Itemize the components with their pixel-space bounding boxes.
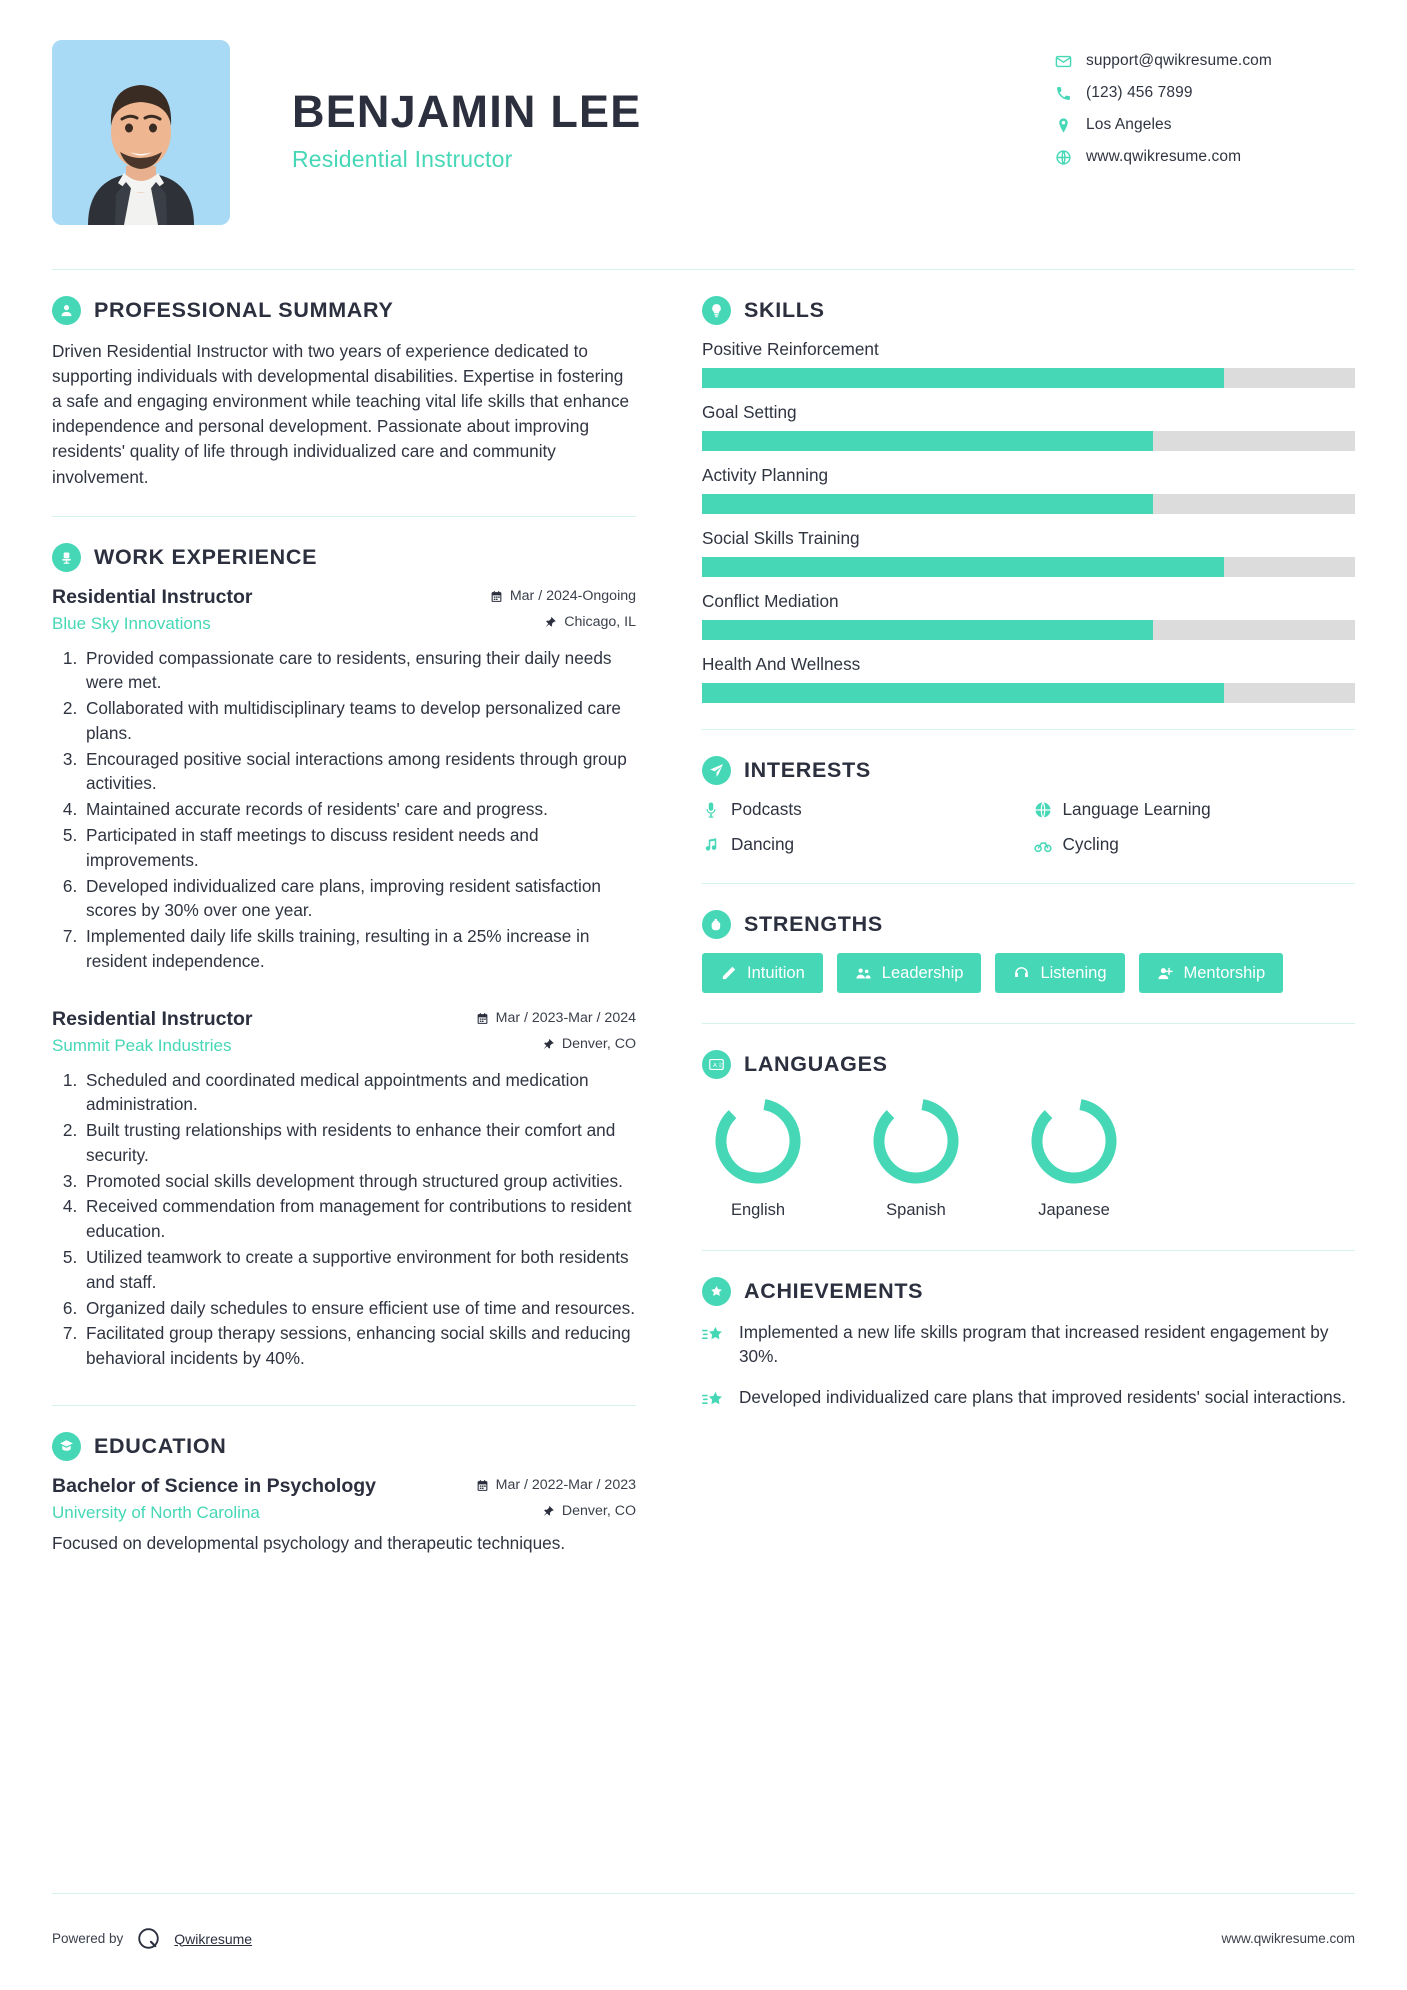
contact-website-value[interactable]: www.qwikresume.com	[1086, 148, 1242, 165]
calendar-icon	[490, 590, 503, 603]
section-title-summary: PROFESSIONAL SUMMARY	[94, 298, 394, 322]
users-icon	[855, 965, 872, 982]
user-plus-icon	[1157, 965, 1174, 982]
skill-bar-track	[702, 494, 1355, 514]
section-title-experience: WORK EXPERIENCE	[94, 544, 318, 569]
skill-bar-fill	[702, 431, 1153, 451]
section-title-education: EDUCATION	[94, 1433, 227, 1458]
skill-bar-fill	[702, 494, 1153, 514]
strength-badge	[1139, 953, 1284, 993]
section-rule	[702, 883, 1355, 884]
job-role-subtitle: Residential Instructor	[292, 146, 513, 173]
contact-phone[interactable]	[1055, 84, 1355, 102]
experience-entry	[52, 1008, 636, 1371]
skill-item	[702, 528, 1355, 577]
job-title: Residential Instructor	[52, 1007, 253, 1030]
interest-item	[1034, 834, 1356, 855]
interest-label: Dancing	[731, 834, 795, 854]
contact-list	[1055, 40, 1355, 166]
language-progress-ring	[868, 1093, 964, 1189]
job-bullet: 6. Developed individualized care plans, improving resident satisfaction scores by 30% over one year.	[82, 874, 636, 924]
contact-email-value: support@qwikresume.com	[1086, 52, 1272, 69]
skill-item	[702, 465, 1355, 514]
language-item	[1018, 1093, 1130, 1220]
job-location-value: Denver, CO	[561, 1036, 636, 1053]
page-title: BENJAMIN LEE	[292, 86, 642, 137]
phone-icon	[1055, 85, 1072, 102]
resume-header	[52, 0, 1355, 225]
section-header-achievements	[702, 1277, 1355, 1306]
achievements-list	[702, 1320, 1355, 1411]
strengths-list	[702, 953, 1355, 993]
interest-item	[702, 834, 1024, 855]
job-bullet: 3. Encouraged positive social interactions among residents through group activities.	[82, 747, 636, 797]
email-icon	[1055, 53, 1072, 70]
skills-list	[702, 339, 1355, 703]
headphones-icon	[1013, 965, 1030, 982]
job-bullet: 1. Provided compassionate care to residents, ensuring their daily needs were met.	[82, 646, 636, 696]
graduate-icon	[52, 1432, 81, 1461]
interests-list	[702, 799, 1355, 855]
interest-item	[1034, 799, 1356, 820]
job-company: Blue Sky Innovations	[52, 613, 211, 633]
pin-icon	[544, 616, 557, 629]
section-rule	[52, 516, 636, 517]
strength-badge	[702, 953, 823, 993]
section-title-languages: LANGUAGES	[744, 1052, 888, 1076]
left-column	[52, 270, 672, 1556]
strength-label: Listening	[1040, 963, 1107, 982]
achievement-text: Developed individualized care plans that improved residents' social interactions.	[739, 1386, 1347, 1407]
education-school: University of North Carolina	[52, 1502, 260, 1522]
strength-label: Leadership	[881, 963, 964, 982]
skill-bar-track	[702, 368, 1355, 388]
section-rule	[702, 1250, 1355, 1251]
interest-label: Language Learning	[1062, 799, 1211, 819]
job-bullet: 3. Promoted social skills development through structured group activities.	[82, 1169, 636, 1194]
job-bullet-list	[52, 646, 636, 974]
achievement-item	[702, 1385, 1355, 1411]
interest-label: Cycling	[1062, 834, 1119, 854]
contact-email[interactable]	[1055, 52, 1355, 70]
person-icon	[52, 296, 81, 325]
svg-text:A: A	[712, 1062, 717, 1069]
section-title-achievements: ACHIEVEMENTS	[744, 1279, 924, 1303]
education-location	[542, 1503, 636, 1519]
headshot-illustration	[52, 40, 230, 225]
job-date-value: Mar / 2023-Mar / 2024	[495, 1010, 636, 1027]
education-date-value: Mar / 2022-Mar / 2023	[495, 1477, 636, 1494]
resume-footer	[52, 1925, 1355, 1952]
qwikresume-brand-link[interactable]: Qwikresume	[174, 1930, 253, 1947]
name-block	[230, 40, 1055, 173]
section-rule	[702, 1023, 1355, 1024]
language-label: English	[730, 1201, 786, 1219]
shooting-star-icon	[702, 1323, 725, 1346]
education-entry	[52, 1475, 636, 1556]
section-title-strengths: STRENGTHS	[744, 912, 883, 936]
skill-item	[702, 654, 1355, 703]
skill-label: Conflict Mediation	[702, 591, 839, 611]
magic-wand-icon	[720, 965, 737, 982]
job-location-value: Chicago, IL	[564, 614, 636, 631]
achievement-item	[702, 1320, 1355, 1369]
job-title: Residential Instructor	[52, 585, 253, 608]
calendar-icon	[476, 1012, 489, 1025]
chair-icon	[52, 543, 81, 572]
job-bullet: 7. Implemented daily life skills training, resulting in a 25% increase in resident independence.	[82, 924, 636, 974]
bulb-icon	[702, 296, 731, 325]
section-rule	[52, 1405, 636, 1406]
strength-badge	[995, 953, 1124, 993]
job-bullet: 6. Organized daily schedules to ensure efficient use of time and resources.	[82, 1296, 636, 1321]
section-header-strengths	[702, 910, 1355, 939]
skill-item	[702, 591, 1355, 640]
skill-bar-track	[702, 557, 1355, 577]
language-item	[860, 1093, 972, 1220]
skill-label: Positive Reinforcement	[702, 339, 879, 359]
job-date	[476, 1010, 636, 1026]
skill-label: Health And Wellness	[702, 654, 861, 674]
section-title-interests: INTERESTS	[744, 758, 871, 782]
qwikresume-logo-icon	[135, 1925, 162, 1952]
job-date-value: Mar / 2024-Ongoing	[509, 588, 636, 605]
location-icon	[1055, 117, 1072, 134]
strength-label: Intuition	[747, 963, 805, 982]
skill-bar-fill	[702, 683, 1224, 703]
footer-website[interactable]: www.qwikresume.com	[1221, 1931, 1355, 1946]
skill-label: Social Skills Training	[702, 528, 860, 548]
languages-list	[702, 1093, 1355, 1220]
skill-label: Activity Planning	[702, 465, 829, 485]
skill-item	[702, 339, 1355, 388]
section-header-experience	[52, 543, 636, 572]
language-label: Japanese	[1038, 1201, 1110, 1219]
section-rule	[702, 729, 1355, 730]
contact-phone-value: (123) 456 7899	[1086, 84, 1193, 101]
paperplane-icon	[702, 756, 731, 785]
skill-bar-track	[702, 683, 1355, 703]
powered-by-label: Powered by	[52, 1931, 124, 1946]
interest-label: Podcasts	[731, 799, 802, 819]
skill-item	[702, 402, 1355, 451]
section-header-education	[52, 1432, 636, 1461]
job-bullet: 5. Utilized teamwork to create a supportive environment for both residents and staff.	[82, 1245, 636, 1295]
job-location	[544, 614, 636, 630]
job-bullet: 4. Maintained accurate records of residents' care and progress.	[82, 797, 636, 822]
pin-icon	[542, 1505, 555, 1518]
contact-location	[1055, 116, 1355, 134]
fist-icon	[702, 910, 731, 939]
language-item	[702, 1093, 814, 1220]
section-header-skills	[702, 296, 1355, 325]
education-description: Focused on developmental psychology and therapeutic techniques.	[52, 1532, 566, 1553]
skill-bar-track	[702, 431, 1355, 451]
shooting-star-icon	[702, 1388, 725, 1411]
footer-branding	[52, 1925, 252, 1952]
footer-divider	[52, 1893, 1355, 1894]
pin-icon	[542, 1038, 555, 1051]
job-date	[490, 588, 636, 604]
job-location	[542, 1036, 636, 1052]
skill-bar-fill	[702, 620, 1153, 640]
svg-text:文: 文	[717, 1062, 723, 1069]
music-note-icon	[702, 836, 720, 854]
strength-label: Mentorship	[1183, 963, 1266, 982]
strength-badge	[837, 953, 982, 993]
skill-bar-fill	[702, 557, 1224, 577]
interest-item	[702, 799, 1024, 820]
section-header-languages	[702, 1050, 1355, 1079]
job-bullet: 7. Facilitated group therapy sessions, enhancing social skills and reducing behavioral incidents by 40%.	[82, 1321, 636, 1371]
globe-icon	[1055, 149, 1072, 166]
language-progress-ring	[1026, 1093, 1122, 1189]
job-company: Summit Peak Industries	[52, 1035, 232, 1055]
bicycle-icon	[1034, 836, 1052, 854]
skill-label: Goal Setting	[702, 402, 797, 422]
job-bullet: 1. Scheduled and coordinated medical appointments and medication administration.	[82, 1068, 636, 1118]
job-bullet: 4. Received commendation from management for contributions to resident education.	[82, 1194, 636, 1244]
section-header-interests	[702, 756, 1355, 785]
contact-location-value: Los Angeles	[1086, 116, 1172, 133]
profile-photo	[52, 40, 230, 225]
skill-bar-track	[702, 620, 1355, 640]
language-progress-ring	[710, 1093, 806, 1189]
education-location-value: Denver, CO	[561, 1503, 636, 1520]
skill-bar-fill	[702, 368, 1224, 388]
achievement-text: Implemented a new life skills program that increased resident engagement by 30%.	[739, 1322, 1329, 1367]
translate-icon	[702, 1050, 731, 1079]
language-label: Spanish	[886, 1201, 946, 1219]
globe-icon	[1034, 801, 1052, 819]
summary-text: Driven Residential Instructor with two years of experience dedicated to supporting individuals with developmental disabilities. Expertise in fostering a safe and engaging environment while teaching vital life skills that enhance independence and personal development. Passionate about improving residents' quality of life through individualized care and community involvement.	[52, 341, 630, 487]
education-degree: Bachelor of Science in Psychology	[52, 1474, 377, 1497]
section-header-summary	[52, 296, 636, 325]
job-bullet: 5. Participated in staff meetings to discuss resident needs and improvements.	[82, 823, 636, 873]
star-badge-icon	[702, 1277, 731, 1306]
education-date	[476, 1477, 636, 1493]
content-columns	[52, 270, 1355, 1556]
microphone-icon	[702, 801, 720, 819]
right-column	[672, 270, 1355, 1556]
job-bullet-list	[52, 1068, 636, 1371]
experience-entry	[52, 586, 636, 974]
contact-website[interactable]	[1055, 148, 1355, 166]
calendar-icon	[476, 1479, 489, 1492]
job-bullet: 2. Collaborated with multidisciplinary teams to develop personalized care plans.	[82, 696, 636, 746]
section-title-skills: SKILLS	[744, 298, 825, 322]
job-bullet: 2. Built trusting relationships with residents to enhance their comfort and security.	[82, 1118, 636, 1168]
